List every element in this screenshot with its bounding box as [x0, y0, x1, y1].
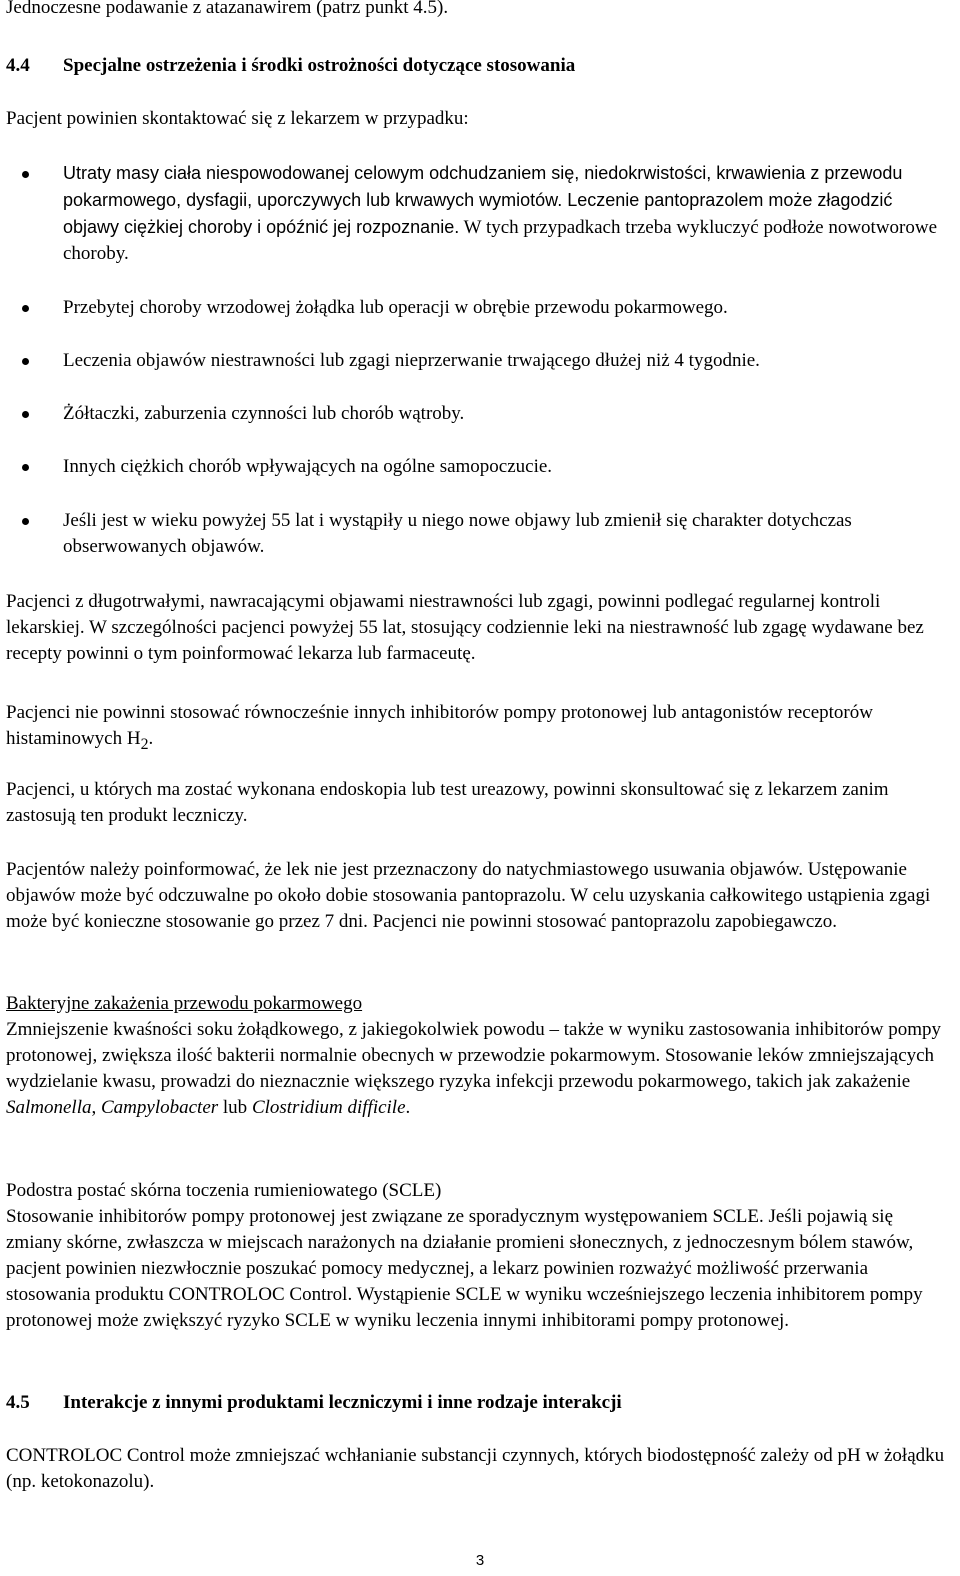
section-4-4-heading	[6, 53, 951, 79]
section-4-4-title: Specjalne ostrzeżenia i środki ostrożności dotyczące stosowania	[63, 55, 576, 76]
infections-salmonella: Salmonella	[6, 1097, 92, 1118]
list-item: Leczenia objawów niestrawności lub zgagi nieprzerwanie trwającego dłużej niż 4 tygodnie.	[63, 350, 760, 371]
list-item: Innych ciężkich chorób wpływających na ogólne samopoczucie.	[63, 456, 553, 477]
page-number: 3	[475, 1552, 485, 1569]
list-item: Jeśli jest w wieku powyżej 55 lat i wystąpiły u niego nowe objawy lub zmienił się charakter dotychczas obserwowanych objawów.	[63, 510, 852, 557]
bullet-icon	[22, 518, 29, 525]
section-4-5-heading	[6, 1390, 951, 1416]
paragraph-inhibitors-text: Pacjenci nie powinni stosować równocześnie innych inhibitorów pompy protonowej lub antagonistów receptorów histaminowych H	[6, 702, 873, 749]
scle-paragraph: Stosowanie inhibitorów pompy protonowej jest związane ze sporadycznym występowaniem SCLE. Jeśli pojawią się zmiany skórne, zwłaszcza w miejscach narażonych na działanie promieni słonecznych, z jednoczesnym bólem stawów, pacjent powinien niezwłocznie poszukać pomocy medycznej, a lekarz powinien rozważyć możliwość przerwania stosowania produktu CONTROLOC Control. Wystąpienie SCLE w wyniku wcześniejszego leczenia inhibitorem pompy protonowej może zwiększyć ryzyko SCLE w wyniku leczenia innymi inhibitorami pompy protonowej.	[6, 1206, 923, 1331]
paragraph-endoscopy: Pacjenci, u których ma zostać wykonana endoskopia lub test ureazowy, powinni skonsultować się z lekarzem zanim zastosują ten produkt leczniczy.	[6, 779, 889, 826]
section-4-4-number: 4.4	[6, 55, 30, 76]
scle-heading: Podostra postać skórna toczenia rumieniowatego (SCLE)	[6, 1180, 442, 1201]
infections-campylobacter: Campylobacter	[101, 1097, 219, 1118]
list-item: Żółtaczki, zaburzenia czynności lub chorób wątroby.	[63, 403, 465, 424]
paragraph-inhibitors	[6, 700, 951, 758]
paragraph-inhibitors-subscript: 2	[140, 735, 149, 753]
section-4-5-title: Interakcje z innymi produktami leczniczymi i inne rodzaje interakcji	[63, 1392, 622, 1413]
paragraph-inhibitors-end: .	[148, 728, 154, 749]
list-item-text: Utraty masy ciała niespowodowanej celowym odchudzaniem się, niedokrwistości, krwawienia z przewodu pokarmowego, dysfagii, uporczywych lub krwawych wymiotów.	[63, 163, 903, 210]
infections-separator: ,	[91, 1097, 101, 1118]
list-item	[63, 160, 953, 267]
paragraph-dyspepsia: Pacjenci z długotrwałymi, nawracającymi objawami niestrawności lub zgagi, powinni podlegać regularnej kontroli lekarskiej. W szczególności pacjenci powyżej 55 lat, stosujący codziennie leki na niestrawność lub zgagę wydawane bez recepty powinni o tym poinformować lekarza lub farmaceutę.	[6, 591, 924, 664]
infections-clostridium: Clostridium difficile	[251, 1097, 406, 1118]
list-item: Przebytej choroby wrzodowej żołądka lub operacji w obrębie przewodu pokarmowego.	[63, 297, 728, 318]
infections-text: Zmniejszenie kwaśności soku żołądkowego, z jakiegokolwiek powodu – także w wyniku zastosowania inhibitorów pompy protonowej, zwiększa ilość bakterii normalnie obecnych w przewodzie pokarmowym. Stosowanie leków zmniejszających wydzielanie kwasu, prowadzi do nieznacznie większego ryzyka infekcji przewodu pokarmowego, takich jak zakażenie	[6, 1019, 942, 1092]
infections-separator: lub	[218, 1097, 252, 1118]
list-item-text: Leczenie pantoprazolem może złagodzić objawy ciężkiej choroby i opóźnić jej rozpoznanie.	[63, 190, 893, 237]
infections-heading: Bakteryjne zakażenia przewodu pokarmowego	[6, 993, 363, 1014]
bullet-icon	[22, 358, 29, 365]
infections-paragraph	[6, 1017, 951, 1121]
bullet-icon	[22, 305, 29, 312]
bullet-icon	[22, 464, 29, 471]
contact-intro: Pacjent powinien skontaktować się z lekarzem w przypadku:	[6, 108, 469, 129]
paragraph-interactions: CONTROLOC Control może zmniejszać wchłanianie substancji czynnych, których biodostępność zależy od pH w żołądku (np. ketokonazolu).	[6, 1445, 945, 1492]
intro-line: Jednoczesne podawanie z atazanawirem (patrz punkt 4.5).	[6, 0, 449, 18]
bullet-icon	[22, 171, 29, 178]
infections-end: .	[405, 1097, 411, 1118]
section-4-5-number: 4.5	[6, 1392, 30, 1413]
paragraph-inform: Pacjentów należy poinformować, że lek nie jest przeznaczony do natychmiastowego usuwania objawów. Ustępowanie objawów może być odczuwalne po około dobie stosowania pantoprazolu. W celu uzyskania całkowitego ustąpienia zgagi może być konieczne stosowanie go przez 7 dni. Pacjenci nie powinni stosować pantoprazolu zapobiegawczo.	[6, 859, 931, 932]
bullet-icon	[22, 411, 29, 418]
list-item-text: W tych przypadkach trzeba wykluczyć podłoże nowotworowe choroby.	[63, 217, 938, 264]
